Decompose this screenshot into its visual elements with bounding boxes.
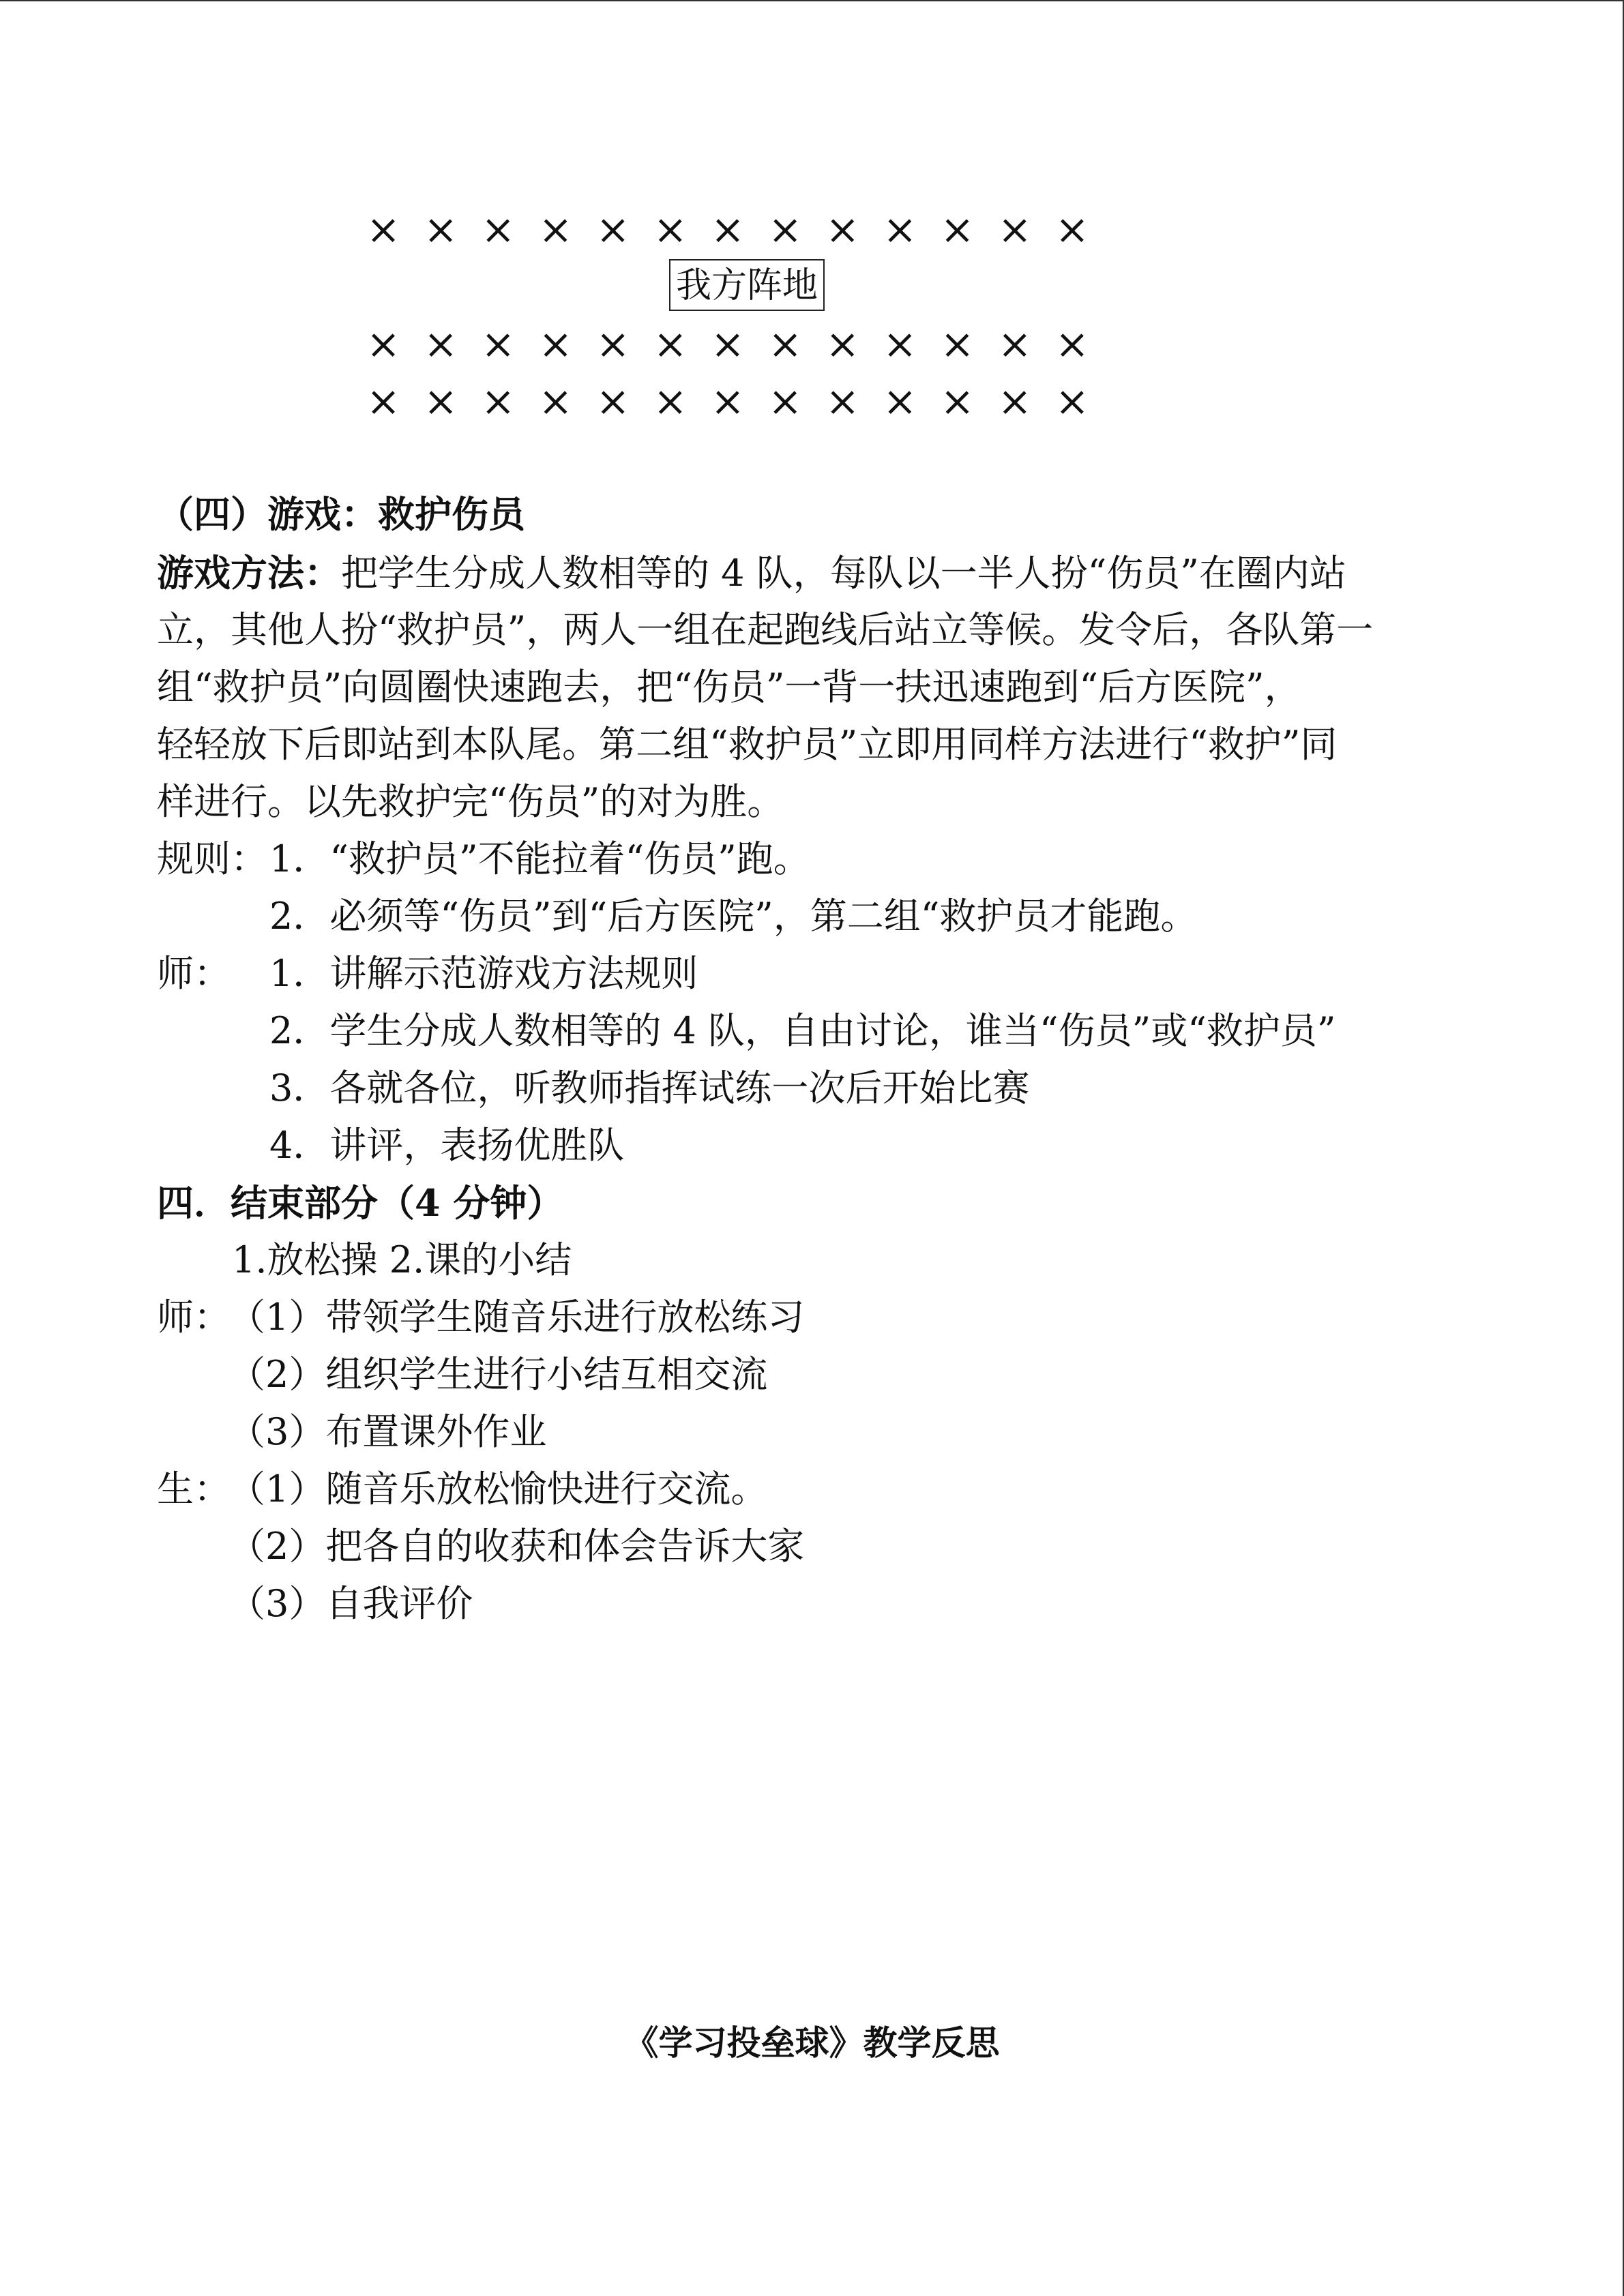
formation-row-own-1 [363, 320, 1093, 368]
player-mark: × [710, 206, 745, 254]
end-student-step-2: （2）把各自的收获和体会告诉大家 [228, 1525, 805, 1568]
player-mark: × [653, 206, 688, 254]
player-mark: × [710, 320, 745, 368]
base-label-box: 我方阵地 [669, 259, 825, 311]
player-mark: × [940, 320, 975, 368]
player-mark: × [997, 320, 1032, 368]
end-teacher-step-3: （3）布置课外作业 [228, 1410, 547, 1453]
game-method-line-1: 游戏方法：把学生分成人数相等的 4 队，每队以一半人扮“伤员”在圈内站 [157, 551, 1346, 595]
player-mark: × [940, 378, 975, 426]
formation-row-own-2 [363, 378, 1093, 426]
game-method-line-5: 样进行。以先救护完“伤员”的对为胜。 [157, 780, 784, 823]
player-mark: × [595, 206, 630, 254]
teacher-step-4: 4．讲评，表扬优胜队 [269, 1124, 625, 1167]
player-mark: × [825, 378, 860, 426]
player-mark: × [653, 320, 688, 368]
formation-row-opponent [363, 206, 1093, 254]
player-mark: × [997, 206, 1032, 254]
end-teacher-step-1: （1）带领学生随音乐进行放松练习 [228, 1296, 805, 1339]
game-heading: （四）游戏：救护伤员 [157, 492, 525, 536]
player-mark: × [366, 320, 401, 368]
player-mark: × [366, 206, 401, 254]
player-mark: × [710, 378, 745, 426]
game-method-line-3: 组“救护员”向圆圈快速跑去，把“伤员”一背一扶迅速跑到“后方医院”， [157, 666, 1301, 709]
end-student-step-1: （1）随音乐放松愉快进行交流。 [228, 1467, 768, 1510]
player-mark: × [366, 378, 401, 426]
player-mark: × [997, 378, 1032, 426]
player-mark: × [1054, 206, 1090, 254]
player-mark: × [538, 206, 573, 254]
player-mark: × [883, 378, 917, 426]
game-method-line-2: 立，其他人扮“救护员”，两人一组在起跑线后站立等候。发令后，各队第一 [157, 608, 1374, 651]
rule-1: 1．“救护员”不能拉着“伤员”跑。 [269, 837, 810, 880]
rule-2: 2．必须等“伤员”到“后方医院”，第二组“救护员才能跑。 [269, 895, 1198, 938]
player-mark: × [653, 378, 688, 426]
player-mark: × [767, 320, 803, 368]
player-mark: × [481, 378, 516, 426]
player-mark: × [767, 206, 803, 254]
player-mark: × [538, 320, 573, 368]
game-method-label: 游戏方法： [157, 551, 341, 595]
player-mark: × [595, 320, 630, 368]
player-mark: × [481, 206, 516, 254]
footer-title: 《学习投垒球》教学反思 [624, 2023, 1000, 2063]
end-heading: 四．结束部分（4 分钟） [157, 1181, 564, 1225]
player-mark: × [883, 206, 917, 254]
teacher-step-3: 3．各就各位，听教师指挥试练一次后开始比赛 [269, 1067, 1030, 1109]
player-mark: × [825, 206, 860, 254]
player-mark: × [1054, 320, 1090, 368]
player-mark: × [1054, 378, 1090, 426]
teacher-step-1: 1．讲解示范游戏方法规则 [269, 952, 698, 995]
end-teacher-label: 师： [157, 1296, 231, 1339]
player-mark: × [481, 320, 516, 368]
end-student-step-3: （3）自我评价 [228, 1582, 473, 1625]
end-teacher-step-2: （2）组织学生进行小结互相交流 [228, 1353, 768, 1396]
end-items: 1.放松操 2.课的小结 [232, 1238, 572, 1281]
player-mark: × [883, 320, 917, 368]
game-method-line-4: 轻轻放下后即站到本队尾。第二组“救护员”立即用同样方法进行“救护”同 [157, 723, 1338, 766]
player-mark: × [767, 378, 803, 426]
player-mark: × [424, 206, 458, 254]
player-mark: × [538, 378, 573, 426]
player-mark: × [424, 320, 458, 368]
teacher-label: 师： [157, 952, 231, 995]
rules-label: 规则： [157, 837, 267, 880]
teacher-step-2: 2．学生分成人数相等的 4 队，自由讨论，谁当“伤员”或“救护员” [269, 1009, 1336, 1052]
player-mark: × [424, 378, 458, 426]
player-mark: × [595, 378, 630, 426]
end-student-label: 生： [157, 1467, 231, 1510]
player-mark: × [825, 320, 860, 368]
player-mark: × [940, 206, 975, 254]
